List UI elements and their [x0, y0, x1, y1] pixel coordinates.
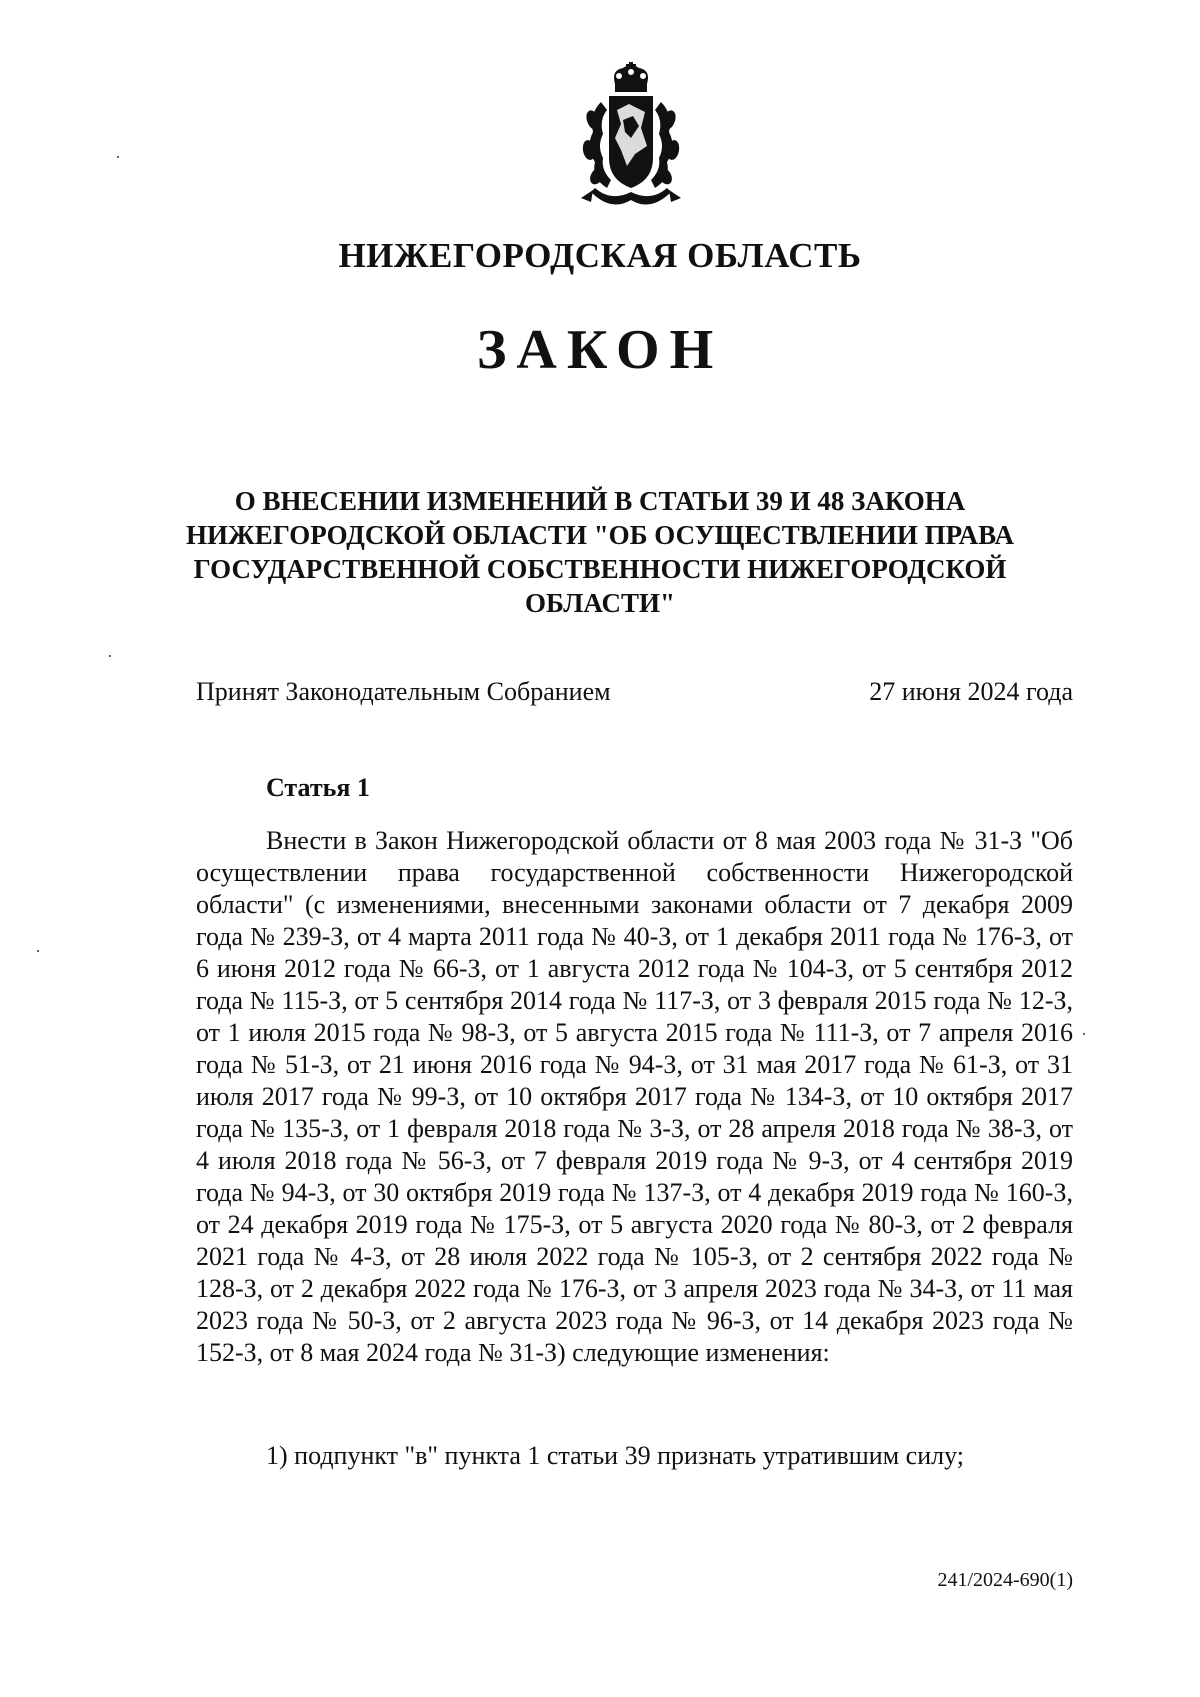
article-heading: Статья 1 [266, 773, 370, 802]
coat-of-arms-emblem [571, 62, 691, 214]
document-type: ЗАКОН [476, 319, 724, 381]
law-title: О ВНЕСЕНИИ ИЗМЕНЕНИЙ В СТАТЬИ 39 И 48 ЗАКОНА НИЖЕГОРОДСКОЙ ОБЛАСТИ "ОБ ОСУЩЕСТВЛЕНИИ ПРАВА ГОСУДАРСТВЕННОЙ СОБСТВЕННОСТИ НИЖЕГОРОДСКОЙ ОБЛАСТИ" [186, 486, 1014, 618]
article-item-1: 1) подпункт "в" пункта 1 статьи 39 признать утратившим силу; [266, 1441, 964, 1470]
scan-speck [1083, 1033, 1085, 1035]
adoption-date: 27 июня 2024 года [869, 677, 1073, 706]
region-name: НИЖЕГОРОДСКАЯ ОБЛАСТЬ [338, 236, 862, 275]
adopted-by: Принят Законодательным Собранием [196, 677, 611, 706]
scan-speck [37, 950, 39, 952]
document-number: 241/2024-690(1) [937, 1569, 1073, 1591]
scan-speck [109, 655, 111, 657]
article-body-text: Внести в Закон Нижегородской области от 8 мая 2003 года № 31-З "Об осуществлении права государственной собственности Нижегородской области" (с изменениями, внесенными законами области от 7 декабря 2009 года № 239-З, от 4 марта 2011 года № 40-З, от 1 декабря 2011 года № 176-З, от 6 июня 2012 года № 66-З, от 1 августа 2012 года № 104-З, от 5 сентября 2012 года № 115-З, от 5 сентября 2014 года № 117-З, от 3 февраля 2015 года № 12-З, от 1 июля 2015 года № 98-З, от 5 августа 2015 года № 111-З, от 7 апреля 2016 года № 51-З, от 21 июня 2016 года № 94-З, от 31 мая 2017 года № 61-З, от 31 июля 2017 года № 99-З, от 10 октября 2017 года № 134-З, от 10 октября 2017 года № 135-З, от 1 февраля 2018 года № 3-З, от 28 апреля 2018 года № 38-З, от 4 июля 2018 года № 56-З, от 7 февраля 2019 года № 9-З, от 4 сентября 2019 года № 94-З, от 30 октября 2019 года № 137-З, от 4 декабря 2019 года № 160-З, от 24 декабря 2019 года № 175-З, от 5 августа 2020 года № 80-З, от 2 февраля 2021 года № 4-З, от 28 июля 2022 года № 105-З, от 2 сентября 2022 года № 128-З, от 2 декабря 2022 года № 176-З, от 3 апреля 2023 года № 34-З, от 11 мая 2023 года № 50-З, от 2 августа 2023 года № 96-З, от 14 декабря 2023 года № 152-З, от 8 мая 2024 года № 31-З) следующие изменения: [196, 826, 1073, 1367]
scan-speck [117, 156, 119, 158]
